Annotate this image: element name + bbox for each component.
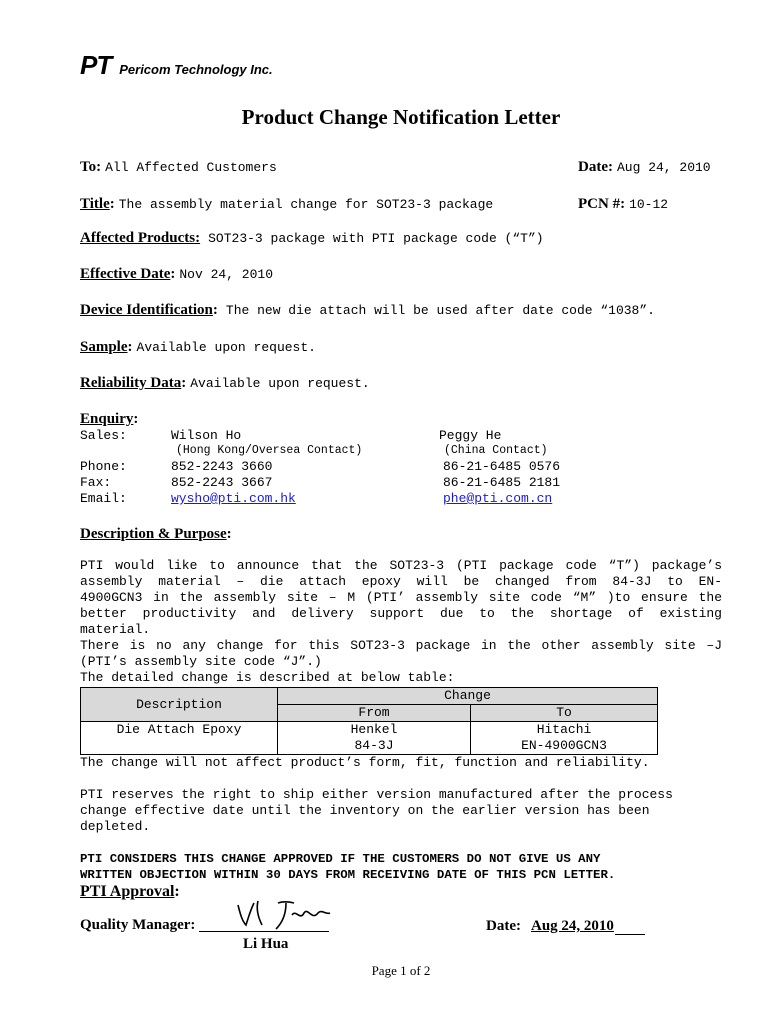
quality-manager-name: Li Hua [243, 936, 289, 952]
date-value: Aug 24, 2010 [616, 160, 711, 175]
paragraph-line: 4900GCN3 in the assembly site – M (PTI’ assembly site code “M” )to ensure the [80, 590, 722, 605]
subject-line: Title: The assembly material change for SOT23-3 package [80, 196, 494, 212]
approval-date [486, 917, 614, 935]
description-paragraph [80, 558, 722, 686]
approval-date-value: Aug 24, 2010 [530, 918, 614, 934]
contact-email-link[interactable]: phe@pti.com.cn [443, 491, 553, 506]
date-label: Date: [578, 159, 613, 175]
table-header-from: From [278, 705, 471, 722]
enquiry-phone-label: Phone: [80, 459, 127, 474]
notice-line: WRITTEN OBJECTION WITHIN 30 DAYS FROM RECEIVING DATE OF THIS PCN LETTER. [80, 868, 616, 882]
reliability-data-line: Reliability Data: Available upon request. [80, 375, 370, 391]
table-header-to: To [471, 705, 658, 722]
subject-label: Title [80, 196, 110, 212]
device-identification-label: Device Identification [80, 302, 213, 318]
contact-name: Peggy He [439, 428, 502, 443]
enquiry-email-label: Email: [80, 491, 127, 506]
enquiry-sales-label: Sales: [80, 428, 127, 443]
approval-notice [80, 851, 615, 883]
enquiry-fax-label: Fax: [80, 475, 112, 490]
description-heading: Description & Purpose: [80, 526, 232, 542]
approval-heading: PTI Approval: [80, 883, 180, 900]
sample-label: Sample [80, 339, 128, 355]
contact-region: (China Contact) [444, 444, 548, 457]
effective-date-value: Nov 24, 2010 [179, 267, 273, 282]
table-cell-from: Henkel 84-3J [278, 722, 471, 755]
effective-date-line: Effective Date: Nov 24, 2010 [80, 266, 273, 282]
sample-value: Available upon request. [136, 340, 316, 355]
table-cell-description: Die Attach Epoxy [81, 722, 278, 755]
reliability-data-label: Reliability Data [80, 375, 182, 391]
company-logo [80, 50, 273, 81]
contact-region: (Hong Kong/Oversea Contact) [176, 444, 363, 457]
contact-name: Wilson Ho [171, 428, 242, 443]
paragraph-line: The detailed change is described at below table: [80, 670, 455, 685]
effective-date-label: Effective Date [80, 266, 171, 282]
affected-products-label: Affected Products: [80, 230, 201, 246]
contact-fax: 852-2243 3667 [171, 475, 273, 490]
paragraph-line: depleted. [80, 819, 151, 834]
notice-line: PTI CONSIDERS THIS CHANGE APPROVED IF THE CUSTOMERS DO NOT GIVE US ANY [80, 852, 601, 866]
contact-phone: 852-2243 3660 [171, 459, 273, 474]
paragraph-line: better productivity and delivery support due to the shortage of existing [80, 606, 722, 621]
date-underline [615, 934, 645, 935]
logo-company-name: Pericom Technology Inc. [119, 62, 273, 77]
to-line [80, 158, 277, 176]
enquiry-heading: Enquiry: [80, 411, 139, 427]
change-table [80, 687, 658, 755]
page-number: Page 1 of 2 [371, 963, 431, 978]
logo-mark: PT [80, 50, 112, 80]
table-header-change: Change [278, 688, 658, 705]
to-label: To: [80, 159, 102, 175]
affected-products-line [80, 229, 544, 247]
table-header-description: Description [81, 688, 278, 722]
subject-value: The assembly material change for SOT23-3 package [118, 197, 494, 212]
contact-email-link[interactable]: wysho@pti.com.hk [171, 491, 296, 506]
table-cell-to: Hitachi EN-4900GCN3 [471, 722, 658, 755]
approval-date-label: Date: [486, 918, 521, 934]
to-value: All Affected Customers [105, 160, 277, 175]
paragraph-line: PTI would like to announce that the SOT23-3 (PTI package code “T”) package’s [80, 558, 722, 573]
device-identification-value: The new die attach will be used after date code “1038”. [225, 303, 655, 318]
contact-fax: 86-21-6485 2181 [443, 475, 561, 490]
paragraph-line: (PTI’s assembly site code “J”.) [80, 654, 322, 669]
handwritten-signature [228, 895, 333, 940]
paragraph-line: assembly material – die attach epoxy will be changed from 84-3J to EN- [80, 574, 722, 589]
device-identification-line: Device Identification: The new die attach will be used after date code “1038”. [80, 302, 655, 318]
pcn-label: PCN #: [578, 196, 626, 212]
paragraph-line: change effective date until the inventory on the earlier version has been [80, 803, 650, 818]
paragraph-line: There is no any change for this SOT23-3 package in the other assembly site –J [80, 638, 722, 653]
signature-image [228, 895, 333, 935]
sample-line: Sample: Available upon request. [80, 339, 316, 355]
quality-manager-label: Quality Manager: [80, 917, 196, 933]
table-row [81, 722, 658, 755]
contact-phone: 86-21-6485 0576 [443, 459, 561, 474]
after-table-text: The change will not affect product’s form, fit, function and reliability. [80, 755, 650, 770]
affected-products-value: SOT23-3 package with PTI package code (“T”) [208, 231, 544, 246]
pcn-value: 10-12 [629, 197, 669, 212]
date-line [578, 158, 711, 176]
page-title: Product Change Notification Letter [241, 105, 561, 129]
reliability-data-value: Available upon request. [190, 376, 370, 391]
paragraph-line: PTI reserves the right to ship either version manufactured after the process [80, 787, 673, 802]
paragraph-line: material. [80, 622, 151, 637]
pcn-line [578, 195, 668, 213]
reserve-paragraph [80, 787, 673, 835]
